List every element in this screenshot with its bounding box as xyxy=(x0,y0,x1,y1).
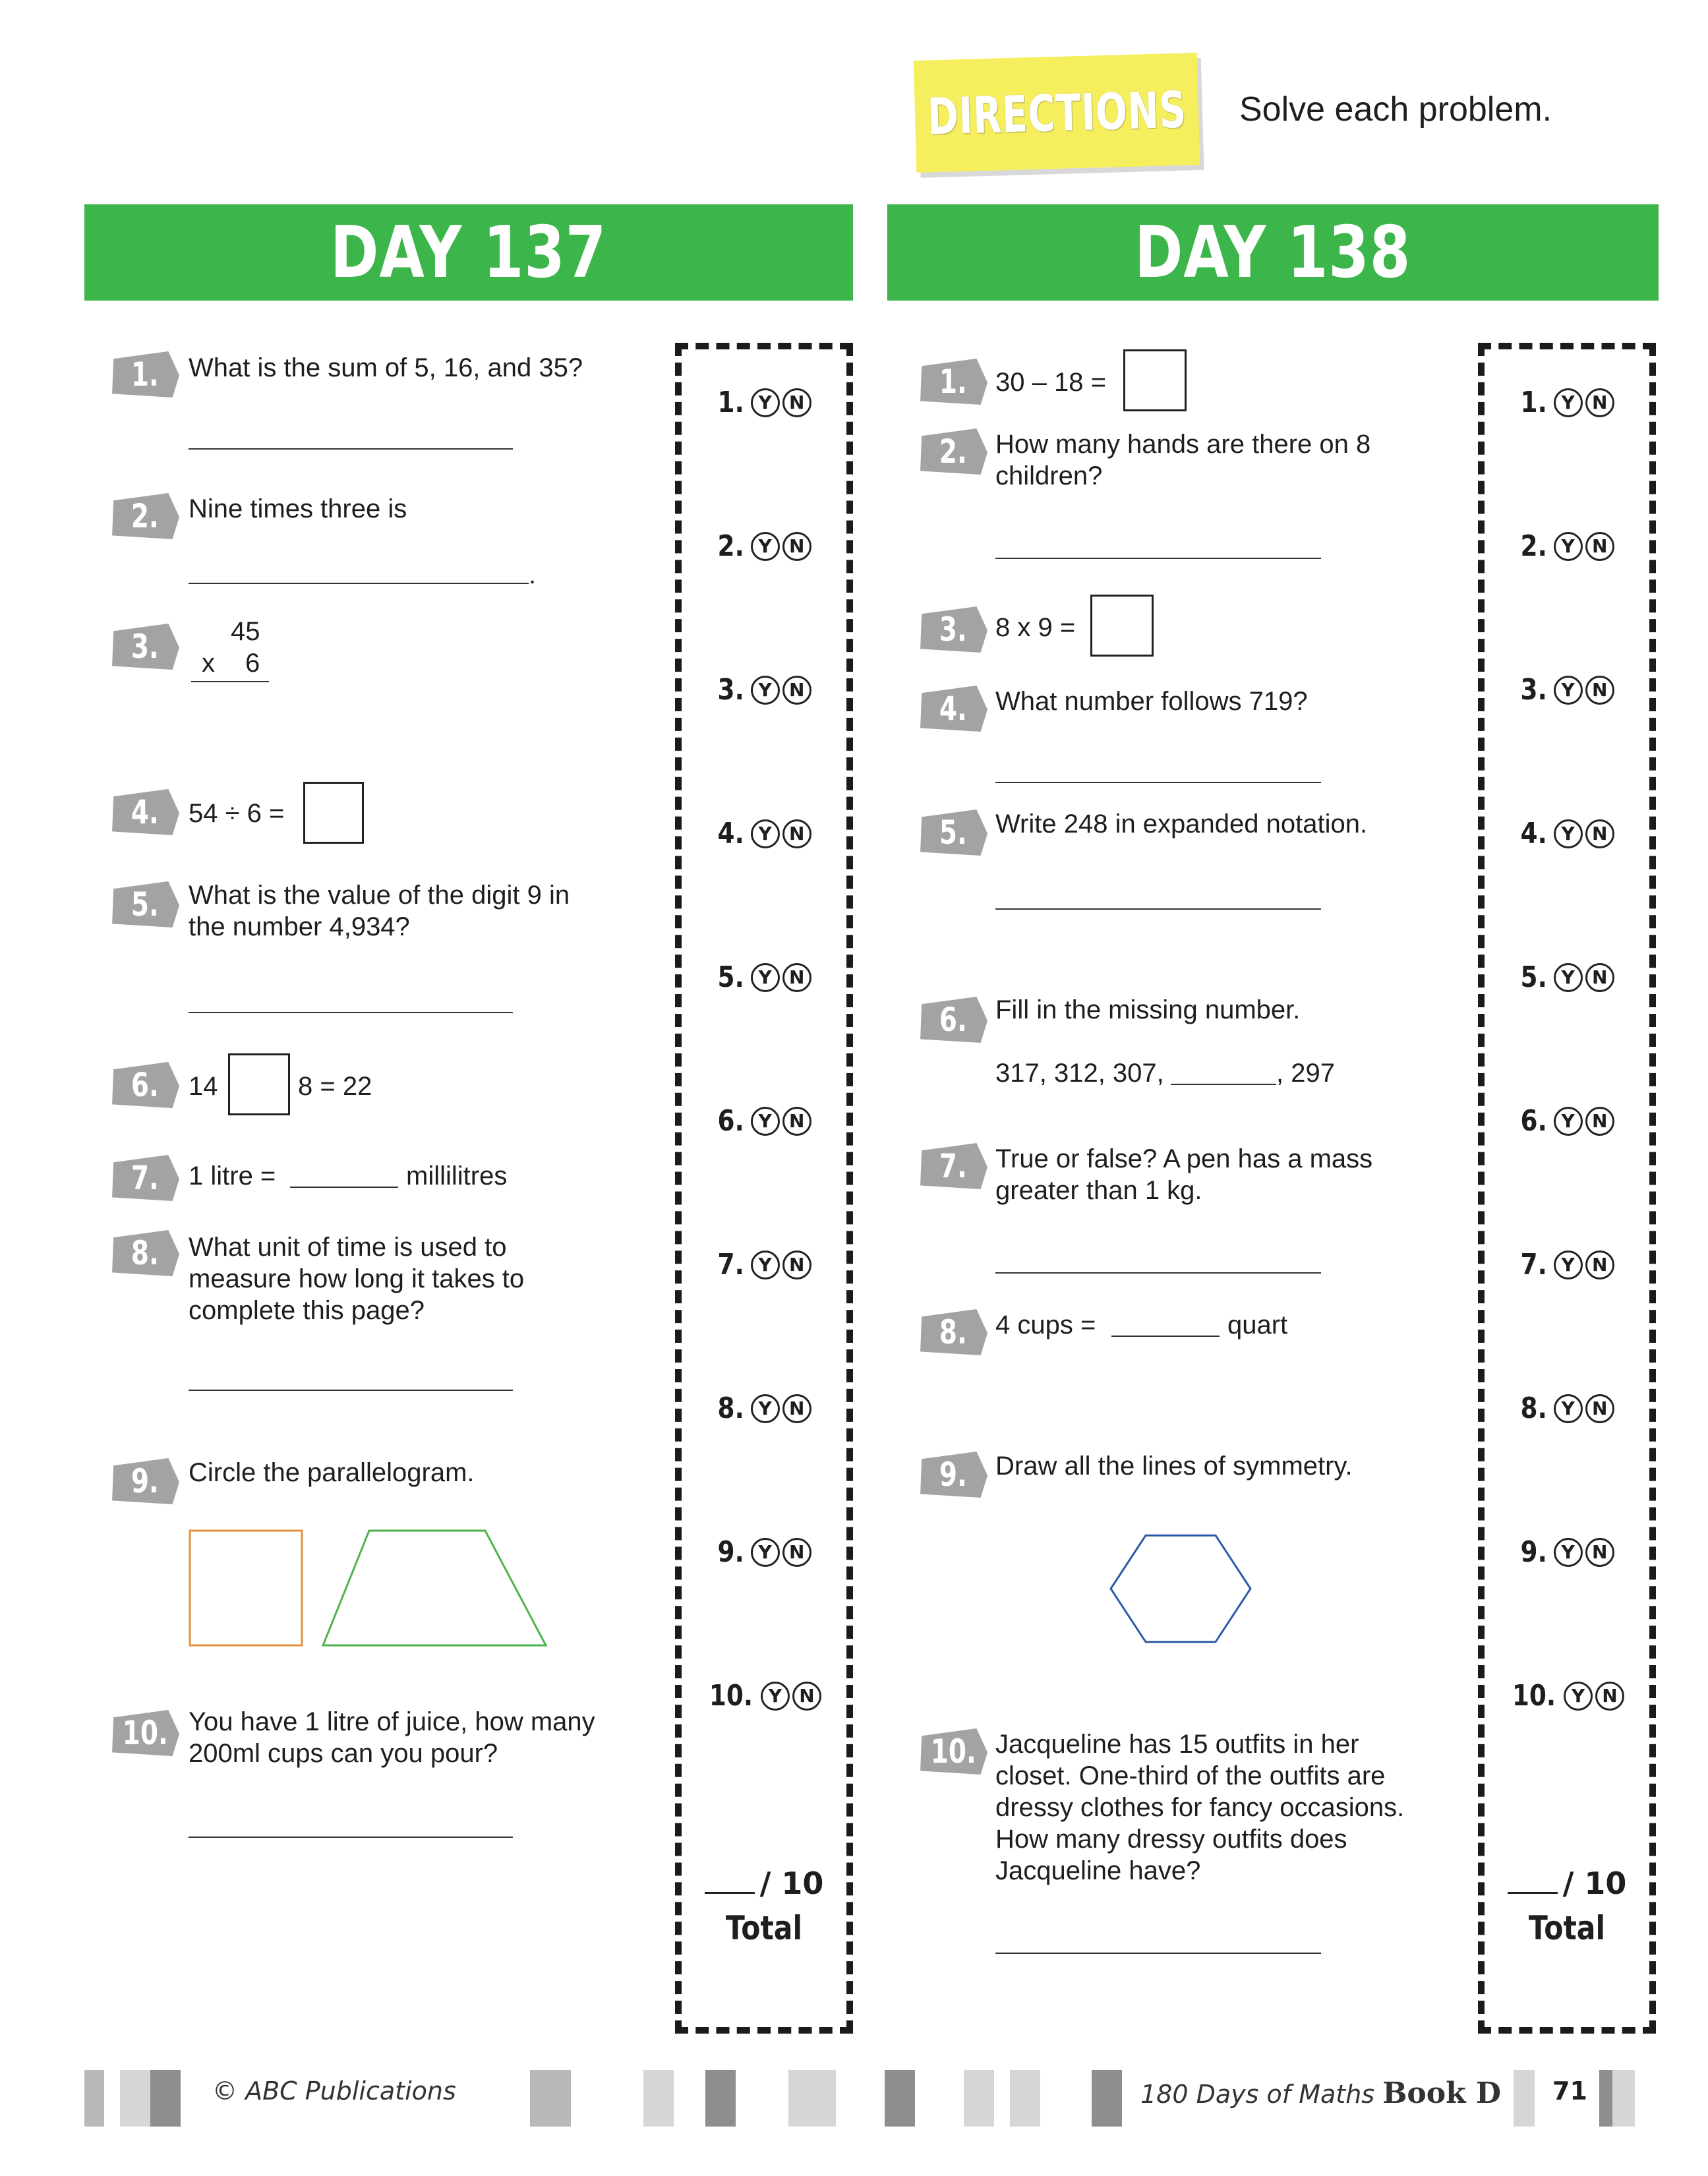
question-text: True or false? A pen has a mass greater than 1 kg. xyxy=(995,1144,1373,1205)
question-number: 6. xyxy=(111,1062,179,1108)
total-fraction: / 10 xyxy=(1562,1866,1627,1901)
answer-line[interactable] xyxy=(995,558,1321,559)
no-circle[interactable]: N xyxy=(1585,1250,1614,1279)
yes-circle[interactable]: Y xyxy=(751,1107,780,1136)
score-item-number: 7. xyxy=(717,1248,745,1281)
operator: x xyxy=(202,649,215,678)
question-text: 54 ÷ 6 = xyxy=(189,799,285,828)
directions-badge-label: DIRECTIONS xyxy=(926,80,1187,146)
hexagon-figure xyxy=(1105,1523,1256,1655)
score-item-number: 2. xyxy=(717,529,745,563)
no-circle[interactable]: N xyxy=(1585,532,1614,561)
score-item-number: 3. xyxy=(1520,673,1548,707)
score-item-number: 6. xyxy=(717,1104,745,1138)
shape-choices xyxy=(185,1525,554,1664)
no-circle[interactable]: N xyxy=(1585,963,1614,992)
answer-line[interactable] xyxy=(189,1012,513,1013)
no-circle[interactable]: N xyxy=(782,1394,811,1423)
score-item-number: 10. xyxy=(709,1679,753,1713)
question-text: What is the value of the digit 9 in the number 4,934? xyxy=(189,881,570,941)
question-number: 1. xyxy=(919,359,987,405)
no-circle[interactable]: N xyxy=(782,532,811,561)
question-number: 7. xyxy=(919,1143,987,1189)
square-shape xyxy=(190,1531,302,1645)
day-138-title: DAY 138 xyxy=(1134,211,1411,294)
no-circle[interactable]: N xyxy=(782,963,811,992)
yes-circle[interactable]: Y xyxy=(751,1394,780,1423)
total-score xyxy=(682,1866,846,1901)
directions-text: Solve each problem. xyxy=(1239,90,1552,129)
score-row xyxy=(1485,1392,1649,1425)
score-row xyxy=(1485,1248,1649,1281)
yes-circle[interactable]: Y xyxy=(751,1250,780,1279)
day-138-score-column xyxy=(1478,343,1656,2034)
no-circle[interactable]: N xyxy=(1585,819,1614,848)
day-137-score-column xyxy=(675,343,853,2034)
day-137-banner xyxy=(84,204,853,301)
unit-label: millilitres xyxy=(406,1162,508,1191)
score-row xyxy=(682,817,846,850)
score-item-number: 4. xyxy=(1520,817,1548,850)
score-item-number: 4. xyxy=(717,817,745,850)
yes-circle[interactable]: Y xyxy=(751,676,780,705)
yes-circle[interactable]: Y xyxy=(1564,1682,1593,1711)
equation-right: 8 = 22 xyxy=(298,1072,372,1101)
total-score xyxy=(1485,1866,1649,1901)
no-circle[interactable]: N xyxy=(1585,676,1614,705)
question-number: 7. xyxy=(111,1155,179,1201)
score-item-number: 1. xyxy=(717,386,745,419)
question-number: 5. xyxy=(111,881,179,927)
score-row xyxy=(1485,529,1649,563)
answer-line[interactable] xyxy=(290,1187,398,1188)
answer-box[interactable] xyxy=(303,782,364,844)
question-text: What number follows 719? xyxy=(995,687,1308,716)
trapezoid-shape xyxy=(323,1531,546,1645)
question-number: 1. xyxy=(111,351,179,397)
question-number: 6. xyxy=(919,997,987,1043)
yes-circle[interactable]: Y xyxy=(1554,963,1583,992)
equation-left: 8 x 9 = xyxy=(995,613,1076,642)
yes-circle[interactable]: Y xyxy=(751,963,780,992)
question-text: What unit of time is used to measure how long it takes to complete this page? xyxy=(189,1233,525,1325)
day-138-banner xyxy=(887,204,1659,301)
day-137-title: DAY 137 xyxy=(330,211,607,294)
answer-box[interactable] xyxy=(1123,349,1187,411)
total-blank[interactable] xyxy=(705,1869,755,1894)
no-circle[interactable]: N xyxy=(1585,1538,1614,1567)
question-number: 3. xyxy=(919,606,987,653)
equation-left: 14 xyxy=(189,1072,218,1101)
no-circle[interactable]: N xyxy=(782,1107,811,1136)
score-item-number: 7. xyxy=(1520,1248,1548,1281)
no-circle[interactable]: N xyxy=(782,819,811,848)
score-row xyxy=(682,960,846,994)
yes-circle[interactable]: Y xyxy=(1554,1538,1583,1567)
question-number: 9. xyxy=(919,1452,987,1498)
answer-line[interactable] xyxy=(995,782,1321,783)
unit-label: quart xyxy=(1227,1310,1288,1339)
yes-circle[interactable]: Y xyxy=(761,1682,790,1711)
question-text: Nine times three is xyxy=(189,494,407,523)
no-circle[interactable]: N xyxy=(1585,388,1614,417)
page-number: 71 xyxy=(1552,2076,1587,2105)
total-blank[interactable] xyxy=(1508,1869,1558,1894)
question-text: You have 1 litre of juice, how many 200ml cups can you pour? xyxy=(189,1707,595,1768)
score-row xyxy=(682,1392,846,1425)
no-circle[interactable]: N xyxy=(782,1538,811,1567)
no-circle[interactable]: N xyxy=(1595,1682,1624,1711)
score-row xyxy=(1485,960,1649,994)
question-text: Draw all the lines of symmetry. xyxy=(995,1452,1353,1481)
equation-left: 1 litre = xyxy=(189,1162,276,1191)
score-row xyxy=(1485,1679,1649,1713)
question-number: 2. xyxy=(111,493,179,539)
score-row xyxy=(682,1104,846,1138)
score-item-number: 9. xyxy=(1520,1535,1548,1569)
yes-circle[interactable]: Y xyxy=(1554,532,1583,561)
total-label: Total xyxy=(1528,1909,1606,1947)
score-row xyxy=(682,1679,846,1713)
multiplicand: 45 xyxy=(231,617,260,646)
score-item-number: 1. xyxy=(1520,386,1548,419)
answer-line[interactable] xyxy=(1111,1336,1220,1337)
book-title: 180 Days of Maths Book D xyxy=(1140,2076,1502,2110)
answer-line[interactable] xyxy=(189,1390,513,1391)
answer-box[interactable] xyxy=(228,1053,290,1115)
score-row xyxy=(682,673,846,707)
punctuation: . xyxy=(529,560,537,589)
no-circle[interactable]: N xyxy=(792,1682,821,1711)
score-row xyxy=(1485,386,1649,419)
copyright: © ABC Publications xyxy=(212,2076,456,2105)
question-number: 10. xyxy=(919,1728,987,1775)
question-number: 4. xyxy=(919,686,987,732)
no-circle[interactable]: N xyxy=(782,1250,811,1279)
question-number: 2. xyxy=(919,428,987,475)
score-item-number: 8. xyxy=(1520,1392,1548,1425)
yes-circle[interactable]: Y xyxy=(751,1538,780,1567)
answer-line[interactable] xyxy=(995,1272,1321,1274)
question-number: 8. xyxy=(919,1309,987,1355)
yes-circle[interactable]: Y xyxy=(1554,1250,1583,1279)
score-item-number: 6. xyxy=(1520,1104,1548,1138)
yes-circle[interactable]: Y xyxy=(1554,388,1583,417)
question-text: Jacqueline has 15 outfits in her closet. One-third of the outfits are dressy clothes for fancy occasions. How many dressy outfits does Jacqueline have? xyxy=(995,1730,1405,1885)
question-text: Fill in the missing number. xyxy=(995,995,1301,1024)
directions-badge xyxy=(914,53,1200,173)
total-fraction: / 10 xyxy=(759,1866,824,1901)
no-circle[interactable]: N xyxy=(782,388,811,417)
yes-circle[interactable]: Y xyxy=(751,532,780,561)
sequence-right: , 297 xyxy=(1276,1059,1335,1088)
question-text: How many hands are there on 8 children? xyxy=(995,430,1371,490)
no-circle[interactable]: N xyxy=(1585,1107,1614,1136)
yes-circle[interactable]: Y xyxy=(751,388,780,417)
question-number: 4. xyxy=(111,789,179,835)
question-number: 5. xyxy=(919,809,987,856)
answer-line[interactable] xyxy=(189,583,529,584)
equation-left: 4 cups = xyxy=(995,1310,1096,1339)
score-row xyxy=(682,386,846,419)
score-row xyxy=(1485,1535,1649,1569)
yes-circle[interactable]: Y xyxy=(1554,819,1583,848)
hexagon-shape xyxy=(1111,1535,1251,1642)
answer-line[interactable] xyxy=(995,1953,1321,1954)
multiplier: 6 xyxy=(245,649,260,678)
score-row xyxy=(1485,673,1649,707)
total-label: Total xyxy=(725,1909,803,1947)
question-text: What is the sum of 5, 16, and 35? xyxy=(189,353,583,382)
score-row xyxy=(682,1248,846,1281)
yes-circle[interactable]: Y xyxy=(1554,1394,1583,1423)
score-item-number: 5. xyxy=(717,960,745,994)
score-item-number: 9. xyxy=(717,1535,745,1569)
yes-circle[interactable]: Y xyxy=(1554,1107,1583,1136)
yes-circle[interactable]: Y xyxy=(751,819,780,848)
answer-line[interactable] xyxy=(995,908,1321,910)
answer-box[interactable] xyxy=(1090,595,1154,657)
score-item-number: 10. xyxy=(1512,1679,1556,1713)
answer-line[interactable] xyxy=(189,1837,513,1838)
score-row xyxy=(682,1535,846,1569)
answer-line[interactable] xyxy=(189,448,513,450)
question-text: Write 248 in expanded notation. xyxy=(995,809,1368,838)
score-row xyxy=(682,529,846,563)
question-number: 10. xyxy=(111,1710,179,1756)
question-number: 3. xyxy=(111,624,179,670)
no-circle[interactable]: N xyxy=(782,676,811,705)
score-item-number: 3. xyxy=(717,673,745,707)
sum-rule xyxy=(191,681,269,682)
score-item-number: 2. xyxy=(1520,529,1548,563)
answer-line[interactable] xyxy=(1171,1084,1276,1085)
score-row xyxy=(1485,817,1649,850)
score-item-number: 5. xyxy=(1520,960,1548,994)
question-number: 9. xyxy=(111,1458,179,1504)
sequence-left: 317, 312, 307, xyxy=(995,1059,1164,1088)
score-item-number: 8. xyxy=(717,1392,745,1425)
no-circle[interactable]: N xyxy=(1585,1394,1614,1423)
equation-left: 30 – 18 = xyxy=(995,368,1106,397)
question-number: 8. xyxy=(111,1230,179,1276)
score-row xyxy=(1485,1104,1649,1138)
question-text: Circle the parallelogram. xyxy=(189,1458,475,1487)
yes-circle[interactable]: Y xyxy=(1554,676,1583,705)
